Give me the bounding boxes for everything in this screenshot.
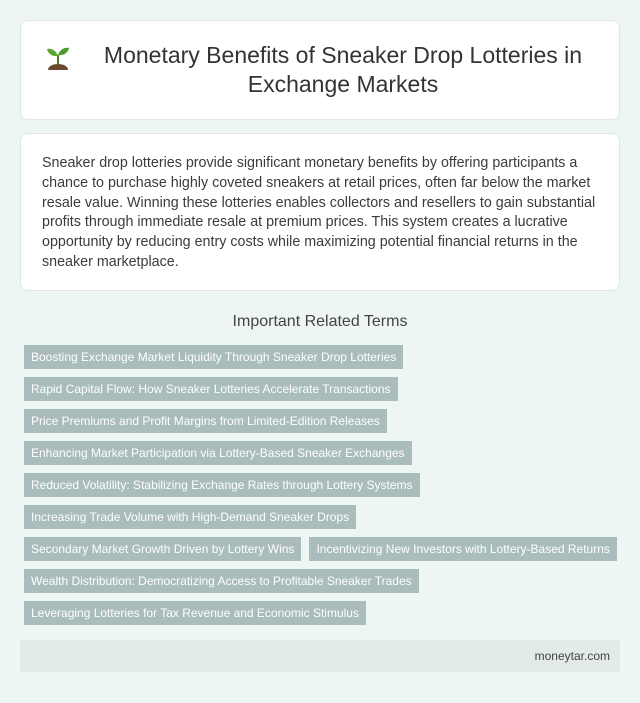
tag-row: [24, 505, 624, 529]
description-text: Sneaker drop lotteries provide significant monetary benefits by offering participants a chance to purchase highly coveted sneakers at retail prices, often far below the market resale value. Winning these lotteries enables collectors and resellers to gain substantial profits through immediate resale at premium prices. This system creates a lucrative opportunity by reducing entry costs while maximizing potential financial returns in the sneaker marketplace.: [42, 155, 596, 270]
title-wrap: [21, 21, 619, 119]
tag-row: [24, 409, 624, 433]
footer-site-link[interactable]: moneytar.com: [534, 649, 610, 663]
related-term-tag[interactable]: Incentivizing New Investors with Lottery-Based Returns: [309, 537, 616, 561]
related-term-tag[interactable]: Price Premiums and Profit Margins from Limited-Edition Releases: [24, 409, 387, 433]
related-term-tag[interactable]: Reduced Volatility: Stabilizing Exchange Rates through Lottery Systems: [24, 473, 420, 497]
related-term-tag[interactable]: Rapid Capital Flow: How Sneaker Lotteries Accelerate Transactions: [24, 377, 398, 401]
tag-row: [24, 441, 624, 465]
tag-row: [24, 537, 624, 561]
description-card: [20, 133, 620, 291]
related-term-tag[interactable]: Increasing Trade Volume with High-Demand Sneaker Drops: [24, 505, 356, 529]
seedling-icon: [43, 42, 73, 78]
tag-row: [24, 569, 624, 593]
related-term-tag[interactable]: Boosting Exchange Market Liquidity Through Sneaker Drop Lotteries: [24, 345, 403, 369]
related-term-tag[interactable]: Wealth Distribution: Democratizing Access to Profitable Sneaker Trades: [24, 569, 419, 593]
related-terms-list: [24, 345, 624, 633]
related-term-tag[interactable]: Secondary Market Growth Driven by Lottery Wins: [24, 537, 301, 561]
title-card: [20, 20, 620, 120]
tag-row: [24, 601, 624, 625]
related-term-tag[interactable]: Enhancing Market Participation via Lottery-Based Sneaker Exchanges: [24, 441, 412, 465]
tag-row: [24, 377, 624, 401]
related-terms-heading: Important Related Terms: [232, 313, 408, 330]
related-term-tag[interactable]: Leveraging Lotteries for Tax Revenue and Economic Stimulus: [24, 601, 366, 625]
footer: [20, 640, 620, 672]
tag-row: [24, 345, 624, 369]
page-title: Monetary Benefits of Sneaker Drop Lotteries in Exchange Markets: [103, 42, 583, 97]
tag-row: [24, 473, 624, 497]
